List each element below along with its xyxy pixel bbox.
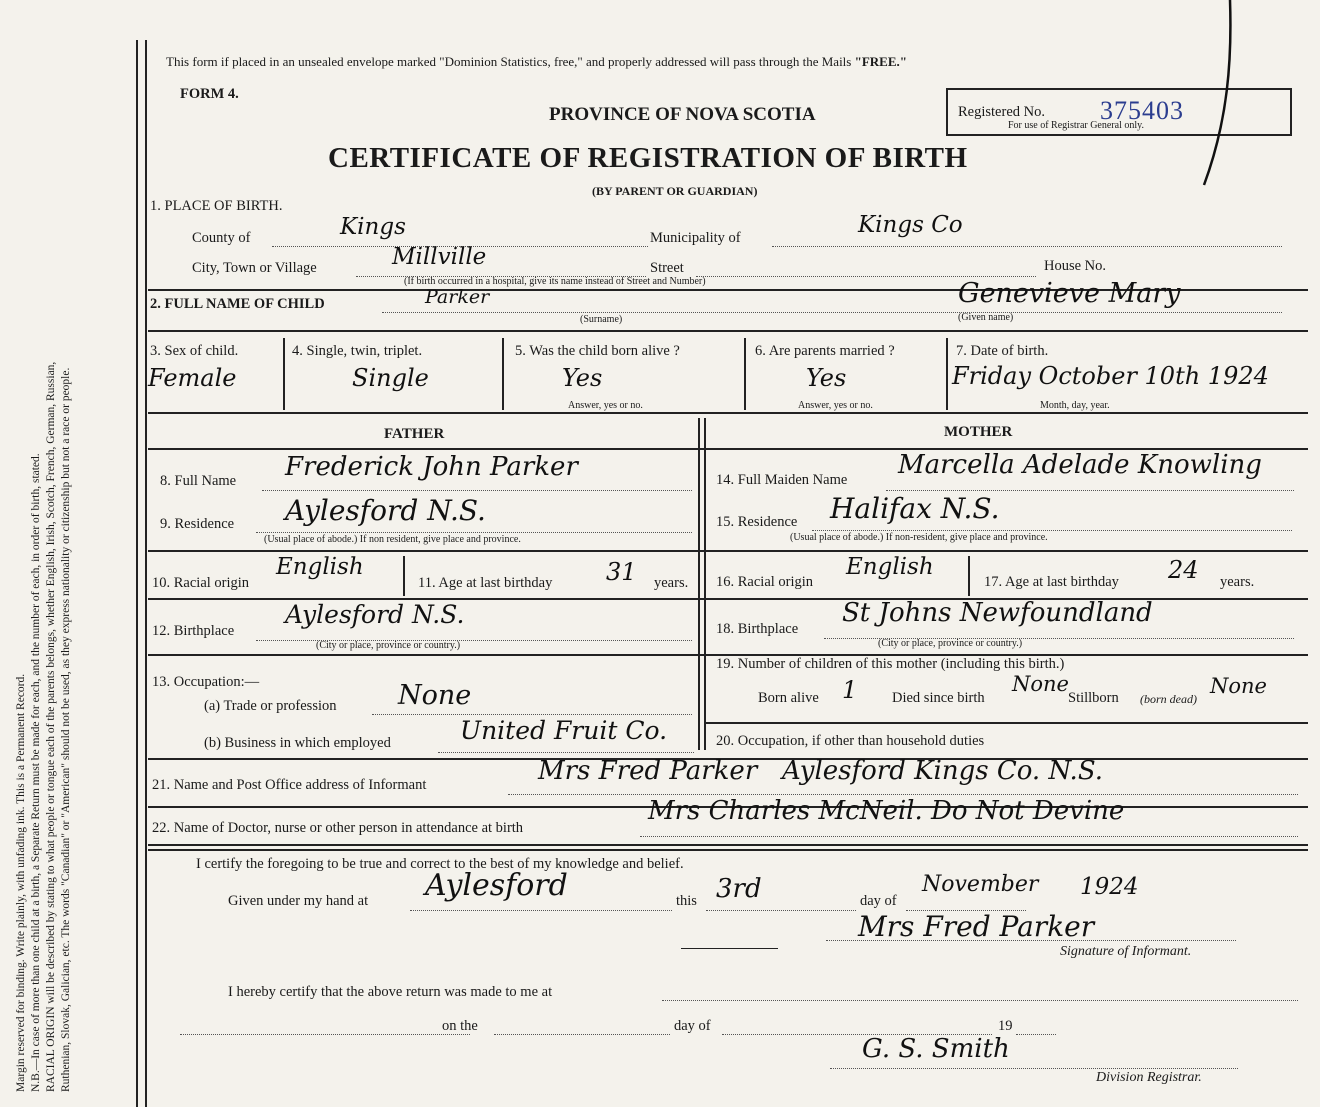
mother-racial-value: English (846, 554, 934, 580)
divider-2 (148, 330, 1308, 332)
form-number: FORM 4. (180, 86, 239, 102)
stillborn-label: Stillborn (1068, 690, 1119, 706)
street-line (696, 276, 1036, 277)
hospital-note: (If birth occurred in a hospital, give its name instead of Street and Number) (404, 276, 706, 287)
trade-line (372, 714, 692, 715)
informant-line (508, 794, 1298, 795)
doctor-value: Mrs Charles McNeil. Do Not Devine (648, 796, 1125, 826)
province-heading: PROVINCE OF NOVA SCOTIA (549, 104, 816, 125)
business-label: (b) Business in which employed (204, 735, 391, 751)
father-racial-value: English (276, 554, 364, 580)
signature-informant-label: Signature of Informant. (1060, 944, 1192, 959)
child-surname: Parker (425, 286, 490, 308)
margin-line-inner (145, 40, 147, 1107)
mother-birthplace-note: (City or place, province or country.) (878, 638, 1023, 649)
child-name-label: 2. FULL NAME OF CHILD (150, 296, 325, 312)
father-birthplace-value: Aylesford N.S. (285, 600, 465, 629)
given-hand-label: Given under my hand at (228, 893, 369, 909)
mother-birthplace-value: St Johns Newfoundland (842, 598, 1153, 628)
registration-note: For use of Registrar General only. (1008, 120, 1144, 131)
child-name-line (382, 312, 1282, 313)
father-age-value: 31 (606, 558, 637, 586)
col-sep-4 (946, 338, 948, 410)
given-at-line (410, 910, 672, 911)
born-alive-note: Answer, yes or no. (568, 400, 643, 411)
informant-signature: Mrs Fred Parker (858, 910, 1095, 943)
mother-residence-value: Halifax N.S. (830, 492, 1000, 525)
registration-number: 375403 (1100, 96, 1184, 125)
city-label: City, Town or Village (192, 260, 317, 276)
given-day-value: 3rd (716, 874, 762, 904)
mother-occupation-label: 20. Occupation, if other than household duties (716, 733, 985, 749)
given-month-value: November (922, 872, 1039, 897)
registrar-signature: G. S. Smith (862, 1034, 1010, 1064)
stillborn-value: None (1210, 674, 1267, 698)
mother-residence-note: (Usual place of abode.) If non-resident, give place and province. (790, 532, 1048, 543)
county-value: Kings (340, 214, 406, 240)
single-twin-label: 4. Single, twin, triplet. (292, 343, 423, 359)
city-value: Millville (392, 244, 487, 270)
margin-line (136, 40, 138, 1107)
mother-name-label: 14. Full Maiden Name (716, 472, 848, 488)
divider-3 (148, 412, 1308, 414)
mother-racial-sep (968, 556, 970, 596)
registrar-day-of-label: day of (674, 1018, 711, 1034)
died-since-value: None (1012, 672, 1069, 696)
municipality-value: Kings Co (858, 212, 963, 238)
divider-5 (148, 550, 1308, 552)
mail-notice: This form if placed in an unsealed envelope marked "Dominion Statistics, free," and properly addressed will pass through the Mails "FREE." (166, 54, 907, 69)
informant-value: Mrs Fred Parker Aylesford Kings Co. N.S. (538, 756, 1103, 786)
mother-name-line (886, 490, 1294, 491)
father-name-value: Frederick John Parker (285, 452, 578, 482)
col-sep-1 (283, 338, 285, 410)
division-registrar-label: Division Registrar. (1096, 1070, 1202, 1085)
registrar-year-label: 19 (998, 1018, 1013, 1034)
pen-stroke-mark (1190, 0, 1250, 200)
on-the-label: on the (442, 1018, 478, 1034)
municipality-label: Municipality of (650, 230, 741, 246)
father-birthplace-note: (City or place, province or country.) (316, 640, 461, 651)
parents-married-value: Yes (806, 364, 847, 392)
children-count-label: 19. Number of children of this mother (including this birth.) (716, 656, 1065, 672)
parent-col-sep-2 (704, 418, 706, 750)
mother-age-label: 17. Age at last birthday (984, 574, 1119, 590)
given-at-value: Aylesford (425, 868, 568, 903)
day-of-label: day of (860, 893, 897, 909)
given-year-value: 1924 (1080, 874, 1139, 900)
trade-label: (a) Trade or profession (204, 698, 337, 714)
father-racial-sep (403, 556, 405, 596)
registration-label: Registered No. (958, 104, 1045, 120)
sex-label: 3. Sex of child. (150, 343, 239, 359)
house-no-label: House No. (1044, 258, 1107, 274)
born-alive-count-label: Born alive (758, 690, 819, 706)
doctor-line (640, 836, 1298, 837)
business-value: United Fruit Co. (460, 716, 668, 745)
single-twin-value: Single (352, 364, 429, 392)
father-residence-label: 9. Residence (160, 516, 235, 532)
signature-stub-line (681, 948, 778, 949)
certificate-subtitle: (BY PARENT OR GUARDIAN) (592, 184, 758, 198)
given-day-line (706, 910, 856, 911)
date-of-birth-label: 7. Date of birth. (956, 343, 1049, 359)
mother-birthplace-label: 18. Birthplace (716, 621, 799, 637)
certificate-title: CERTIFICATE OF REGISTRATION OF BIRTH (328, 142, 968, 174)
divider-10b (148, 849, 1308, 851)
parents-married-label: 6. Are parents married ? (755, 343, 895, 359)
mother-residence-line (812, 530, 1292, 531)
trade-value: None (398, 680, 472, 711)
street-label: Street (650, 260, 684, 276)
parent-col-sep (698, 418, 700, 750)
father-name-label: 8. Full Name (160, 473, 237, 489)
divider-mother-occ (706, 722, 1308, 724)
born-dead-note: (born dead) (1140, 692, 1197, 706)
died-since-label: Died since birth (892, 690, 985, 706)
father-age-years: years. (654, 575, 689, 591)
father-residence-line (256, 532, 692, 533)
sex-value: Female (148, 364, 237, 392)
father-birthplace-label: 12. Birthplace (152, 623, 235, 639)
side-note-racial-origin-cont: Ruthenian, Slovak, Galician, etc. The words "Canadian" or "American" should not be used, as they express nationality or citizenship but not a race or people. (60, 367, 72, 1092)
registrar-place-line (662, 1000, 1298, 1001)
divider-10 (148, 844, 1308, 846)
side-margin-notes (14, 32, 74, 1092)
this-label: this (676, 893, 697, 909)
side-note-racial-origin: RACIAL ORIGIN will be described by stating to what people or tongue each of the parents belongs, whether English, Irish, Scotch, French, German, Russian, (45, 361, 57, 1092)
col-sep-2 (502, 338, 504, 410)
father-age-label: 11. Age at last birthday (418, 575, 553, 591)
municipality-line (772, 246, 1282, 247)
county-label: County of (192, 230, 251, 246)
born-alive-count-value: 1 (842, 676, 858, 704)
informant-label: 21. Name and Post Office address of Informant (152, 777, 427, 793)
date-of-birth-note: Month, day, year. (1040, 400, 1110, 411)
mother-racial-label: 16. Racial origin (716, 574, 814, 590)
given-name-note: (Given name) (958, 312, 1014, 323)
mother-residence-label: 15. Residence (716, 514, 798, 530)
occupation-label: 13. Occupation:— (152, 674, 260, 690)
doctor-label: 22. Name of Doctor, nurse or other person in attendance at birth (152, 820, 524, 836)
certify-statement: I certify the foregoing to be true and correct to the best of my knowledge and belief. (196, 856, 684, 872)
business-line (438, 752, 694, 753)
child-given-name: Genevieve Mary (958, 278, 1181, 309)
registrar-year-line (1016, 1034, 1056, 1035)
signature-line (826, 940, 1236, 941)
date-of-birth-value: Friday October 10th 1924 (952, 362, 1269, 390)
father-residence-note: (Usual place of abode.) If non resident, give place and province. (264, 534, 521, 545)
mother-age-value: 24 (1168, 556, 1199, 584)
born-alive-label: 5. Was the child born alive ? (515, 343, 680, 359)
father-name-line (262, 490, 692, 491)
col-sep-3 (744, 338, 746, 410)
parents-married-note: Answer, yes or no. (798, 400, 873, 411)
mother-heading: MOTHER (944, 424, 1013, 440)
father-racial-label: 10. Racial origin (152, 575, 250, 591)
registrar-signature-line (830, 1068, 1238, 1069)
mother-name-value: Marcella Adelade Knowling (898, 450, 1262, 480)
side-note-multiple-births: N.B.—In case of more than one child at a birth, a Separate Return must be made for each, and the number of each, in order of birth, stated. (30, 453, 42, 1092)
registrar-day-line (494, 1034, 670, 1035)
registrar-pre-line (180, 1034, 470, 1035)
registrar-certify-label: I hereby certify that the above return was made to me at (228, 984, 553, 1000)
surname-note: (Surname) (580, 314, 623, 325)
father-residence-value: Aylesford N.S. (285, 494, 486, 527)
side-note-binding: Margin reserved for binding. Write plainly, with unfading ink. This is a Permanent Record. (15, 673, 27, 1092)
father-heading: FATHER (384, 426, 445, 442)
mother-age-years: years. (1220, 574, 1255, 590)
place-of-birth-label: 1. PLACE OF BIRTH. (150, 198, 283, 214)
born-alive-value: Yes (562, 364, 603, 392)
